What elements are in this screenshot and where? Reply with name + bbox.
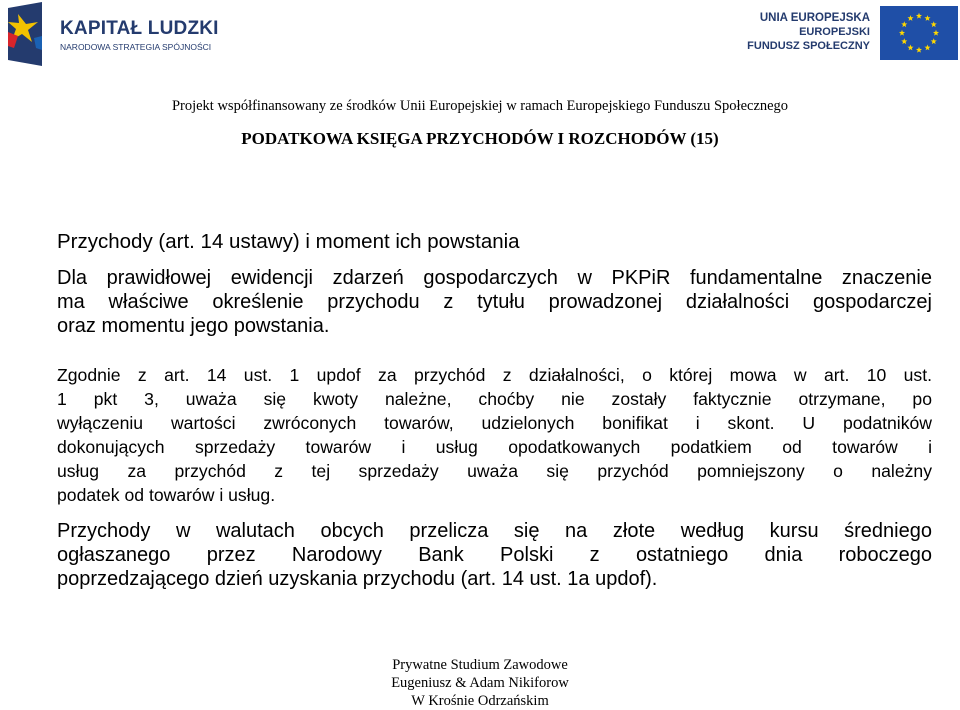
paragraph-3 — [57, 519, 932, 591]
footer — [0, 656, 960, 710]
eu-flag-icon — [880, 6, 958, 60]
footer-line3: W Krośnie Odrzańskim — [411, 693, 549, 709]
footer-line2: Eugeniusz & Adam Nikiforow — [391, 675, 569, 691]
paragraph-2-line: 1 pkt 3, uważa się kwoty należne, choćby nie zostały faktycznie otrzymane, po — [57, 389, 932, 409]
kapital-ludzki-subtitle: NARODOWA STRATEGIA SPÓJNOŚCI — [60, 42, 212, 52]
paragraph-2 — [57, 363, 932, 507]
paragraph-2-line: dokonujących sprzedaży towarów i usług opodatkowanych podatkiem od towarów i — [57, 437, 932, 457]
kapital-ludzki-title: KAPITAŁ LUDZKI — [60, 18, 219, 39]
paragraph-1-line: Dla prawidłowej ewidencji zdarzeń gospodarczych w PKPiR fundamentalne znaczenie — [57, 267, 932, 289]
eu-logo-text — [747, 11, 870, 53]
paragraph-1-line: oraz momentu jego powstania. — [57, 315, 330, 337]
eu-logo-line2: EUROPEJSKI — [799, 26, 870, 38]
kapital-ludzki-emblem-icon — [4, 2, 52, 66]
paragraph-3-line: poprzedzającego dzień uzyskania przychodu (art. 14 ust. 1a updof). — [57, 568, 658, 590]
paragraph-2-line: wyłączeniu wartości zwróconych towarów, udzielonych bonifikat i skont. U podatników — [57, 413, 932, 433]
paragraph-2-line: usług za przychód z tej sprzedaży uważa się przychód pomniejszony o należny — [57, 461, 932, 481]
paragraph-1 — [57, 266, 932, 338]
footer-line1: Prywatne Studium Zawodowe — [392, 657, 568, 673]
section-heading: Przychody (art. 14 ustawy) i moment ich powstania — [57, 230, 520, 253]
paragraph-2-line: Zgodnie z art. 14 ust. 1 updof za przychód z działalności, o której mowa w art. 10 ust. — [57, 365, 932, 385]
paragraph-1-line: ma właściwe określenie przychodu z tytułu prowadzonej działalności gospodarczej — [57, 291, 932, 313]
eu-efs-logo — [747, 6, 958, 62]
eu-logo-line1: UNIA EUROPEJSKA — [759, 12, 870, 24]
eu-logo-line3: FUNDUSZ SPOŁECZNY — [747, 40, 870, 52]
paragraph-2-line: podatek od towarów i usług. — [57, 485, 276, 505]
paragraph-3-line: ogłaszanego przez Narodowy Bank Polski z ostatniego dnia roboczego — [57, 544, 932, 566]
paragraph-3-line: Przychody w walutach obcych przelicza się na złote według kursu średniego — [57, 520, 932, 542]
project-cofinancing-line: Projekt współfinansowany ze środków Unii Europejskiej w ramach Europejskiego Funduszu Społecznego — [171, 98, 789, 114]
document-title: PODATKOWA KSIĘGA PRZYCHODÓW I ROZCHODÓW (15) — [241, 129, 719, 148]
kapital-ludzki-logo — [4, 2, 224, 68]
